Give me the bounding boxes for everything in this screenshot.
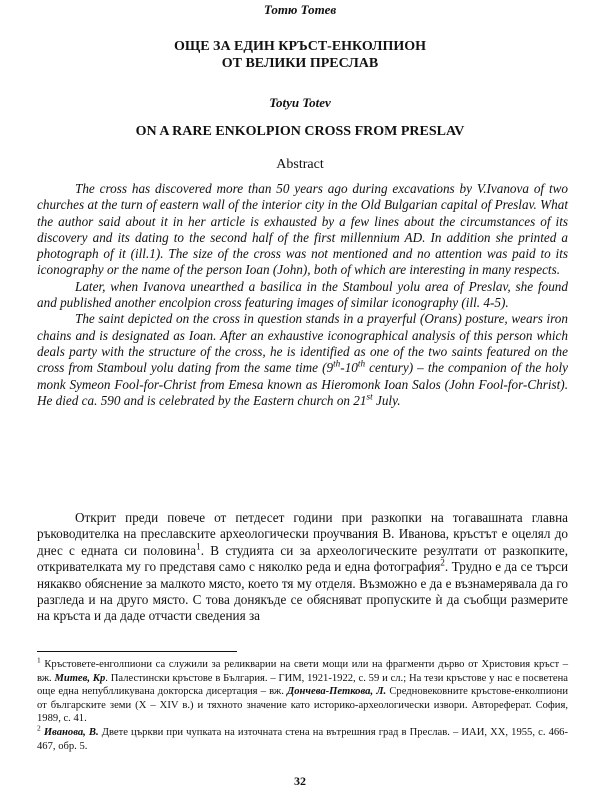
footnote-1-text-c: Средновековните кръстове-енколпиони от българските земи (X – XIV в.) и тяхното значение като историко-археологически извори. Автореферат. София, 1989, с. 41. <box>37 686 569 725</box>
author-name-english: Totyu Totev <box>269 95 331 110</box>
author-name-bulgarian: Тотю Тотев <box>263 2 337 17</box>
abstract-text <box>37 181 568 409</box>
footnote-ref-1: 1 <box>196 541 201 552</box>
title-bg-line-1: ОЩЕ ЗА ЕДИН КРЪСТ-ЕНКОЛПИОН <box>173 39 427 54</box>
title-bg-line-2: ОТ ВЕЛИКИ ПРЕСЛАВ <box>221 56 379 71</box>
abstract-paragraph-2: Later, when Ivanova unearthed a basilica in the Stamboul yolu area of Preslav, she found and published another encolpion cross featuring images of similar iconography (ill. 4-5). <box>37 278 568 311</box>
footnote-ref-2: 2 <box>440 557 445 568</box>
footnote-1-text-a: Кръстовете-енголпиони са служили за реликварии на свети мощи или на фрагменти дърво от Христовия кръст – вж. <box>37 659 568 684</box>
footnote-2-text: Двете църкви при чупката на източната стена на вътрешния град в Преслав. – ИАИ, XX, 1955, с. 466-467, обр. 5. <box>37 726 568 752</box>
abstract-p3-sup-1: th <box>333 358 341 369</box>
body-paragraph-1 <box>37 510 568 625</box>
abstract-p3-part-d: July. <box>372 392 401 408</box>
footnote-1-text-b: . Палестински кръстове в България. – ГИМ, 1921-1922, с. 59 и сл.; На тези кръстове у нас е посветена още една непублликувана докторска дисертация – вж. <box>37 672 568 698</box>
body-part-c: . Трудно е да се търси някакво обяснение за малкото място, което тя му отделя. Възможно е да е възнамерявала да го разгледа и на друго място. С това донякъде се обясняват пропуските ѝ да съобщи размерите на кръста и да даде отчасти сведения за <box>37 559 568 624</box>
abstract-heading: Abstract <box>276 157 324 172</box>
article-title-bulgarian <box>0 38 600 72</box>
footnote-2-number: 2 <box>37 723 41 733</box>
page-number: 32 <box>294 774 306 788</box>
footnote-1-author-2: Дончева-Петкова, Л. <box>287 686 387 698</box>
abstract-paragraph-3 <box>37 311 568 409</box>
footnote-2 <box>37 723 568 753</box>
body-text <box>37 510 568 625</box>
abstract-paragraph-1: The cross has discovered more than 50 years ago during excavations by V.Ivanova of two churches at the turn of eastern wall of the interior city in the Old Bulgarian capital of Preslav. What the author said about it in her article is exhausted by a few lines about the circumstances of its discovery and its dating to the second half of the first millennium AD. In addition she printed a photograph of it (ill.1). The size of the cross was not mentioned and no attention was paid to its iconography or the name of the person Ioan (John), both of which are interesting in many respects. <box>37 181 568 278</box>
body-part-a: Открит преди повече от петдесет години при разкопки на тогавашната главна ръководителка на преславските археологически проучвания В. Иванова, кръстът е оцелял до днес с едната си половина <box>37 510 568 558</box>
footnote-separator <box>37 651 237 652</box>
footnote-1 <box>37 655 569 726</box>
abstract-p3-part-a: The saint depicted on the cross in question stands in a prayerful (Orans) posture, wears iron chains and is designated as Ioan. After an exhaustive iconographical analysis of this person which deals party with the structure of the cross, he is identified as one of the two saints featured on the cross from Stamboul yolu dating from the same time (9 <box>37 311 568 376</box>
footnote-2-author: Иванова, В. <box>43 726 99 738</box>
abstract-p3-part-c: century) – the companion of the holy monk Symeon Fool-for-Christ from Emesa known as Hieromonk Ioan Salos (John Fool-for-Christ). He died ca. 590 and is celebrated by the Eastern church on 21 <box>37 360 568 408</box>
body-part-b: . В студията си за археологическите резултати от разкопките, откривателката му го представя само с няколко реда и една фотография <box>37 542 568 575</box>
abstract-p3-part-b: -10 <box>340 360 358 376</box>
footnotes <box>37 655 569 753</box>
footnote-1-author-1: Митев, Кр <box>54 672 106 684</box>
abstract-p3-sup-2: th <box>357 358 366 369</box>
footnote-1-number: 1 <box>37 655 41 665</box>
abstract-p3-sup-3: st <box>366 391 373 402</box>
article-title-english: ON A RARE ENKOLPION CROSS FROM PRESLAV <box>135 124 465 139</box>
